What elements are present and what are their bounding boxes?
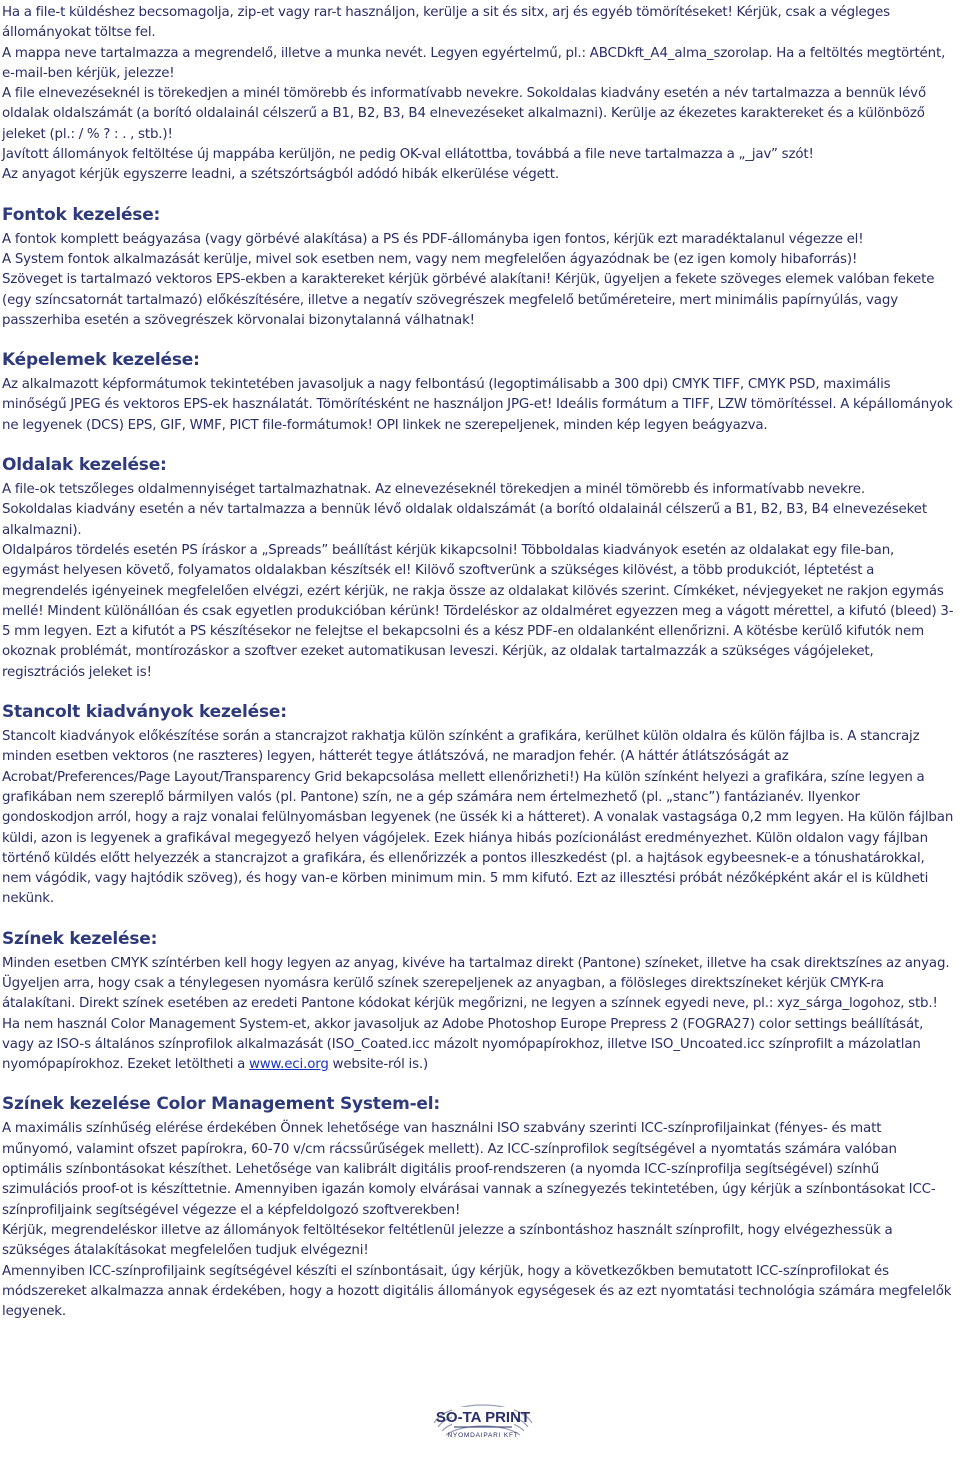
cms-hint-text-end: website-ról is.) (328, 1057, 429, 1073)
intro-paragraph: Javított állományok feltöltése új mappába kerüljön, ne pedig OK-val ellátottba, továbbá a file neve tartalmazza a „_jav” szót! (2, 147, 814, 163)
company-logo (428, 1393, 538, 1451)
section-diecut (2, 701, 954, 910)
section-paragraph: A System fontok alkalmazását kerülje, mivel sok esetben nem, vagy nem megfelelően ágyazódnak be (ez igen komoly hibaforrás)! (2, 251, 858, 267)
section-paragraph: Amennyiben ICC-színprofiljaink segítségével készíti el színbontásait, úgy kérjük, hogy a következőkben bemutatott ICC-színprofilokat és módszereket alkalmazza annak érdekében, hogy a hozott digitális állományok egységesek és az ezt nyomtatási technológia számára megfelelők legyenek. (2, 1263, 952, 1320)
section-paragraph: Oldalpáros tördelés esetén PS íráskor a „Spreads” beállítást kérjük kikapcsolni! Többoldalas kiadványok esetén az oldalakat egy file-ban, egymást helyesen követő, folyamatos oldalakban készítsék el! Kilövő szoftverünk a szükséges kilövést, a több produkciót, léptetést a megrendelés igényeinek megfelelően elvégzi, ezért kérjük, ne rakja össze az oldalakat kilövés szerint. Címkéket, névjegyeket ne rakjon egymás mellé! Mindent különállóan és csak egyetlen produkcióban kérünk! Tördeléskor az oldalméret egyezzen meg a vágott mérettel, a kifutó (bleed) 3-5 mm legyen. Ezt a kifutót a PS készítésekor ne felejtse el bekapcsolni és a kész PDF-en oldalanként ellenőrizni. A kötésbe kerülő kifutók nem okoznak problémát, montírozáskor a szoftver ezeket automatikusan leveszi. Kérjük, az oldalak tartalmazzák a szükséges vágójeleket, regisztrációs jeleket is! (2, 542, 954, 680)
section-paragraph: Az alkalmazott képformátumok tekintetében javasoljuk a nagy felbontású (legoptimálisabb a 300 dpi) CMYK TIFF, CMYK PSD, maximális minőségű JPEG és vektoros EPS-ek használatát. Tömörítésként ne használjon JPG-et! Ideális formátum a TIFF, LZW tömörítéssel. A képállományok ne legyenek (DCS) EPS, GIF, WMF, PICT file-formátumok! OPI linkek ne szerepeljenek, minden kép legyen beágyazva. (2, 377, 953, 433)
sota-print-logo-icon (428, 1393, 538, 1451)
section-images (2, 349, 954, 436)
intro-paragraph: Az anyagot kérjük egyszerre leadni, a szétszórtságból adódó hibák elkerülése végett. (2, 167, 559, 183)
section-heading: Fontok kezelése: (2, 204, 161, 225)
eci-link[interactable]: www.eci.org (248, 1057, 329, 1073)
section-colors (2, 928, 954, 1076)
section-paragraph: A maximális színhűség elérése érdekében Önnek lehetősége van használni ISO szabvány szerinti ICC-színprofiljainkat (fényes- és matt műnyomó, valamint ofszet papírokra, 60-70 v/cm rácssűrűségek mellett). Az ICC-színprofilok segítségével a nyomtatás számára valóban optimális színbontásokat készíthet. Lehetősége van kalibrált digitális proof-rendszeren (a nyomda ICC-színprofilja segítségével) színhű szimulációs proof-ot is készíttetnie. Amennyiben igazán komoly elvárásai vannak a színegyezés tekintetében, úgy kérjük a színbontásokat ICC-színprofiljaink segítségével végezze el a képfeldolgozó szoftverekben! (2, 1121, 936, 1218)
cms-hint-text: Ha nem használ Color Management System-et, akkor javasoljuk az Adobe Photoshop Europe Prepress 2 (FOGRA27) color settings beállítását, vagy az ISO-s általános színprofilok alkalmazását (ISO_Coated.icc mázolt nyomópapírokhoz, illetve ISO_Uncoated.icc színprofilt a mázolatlan nyomópapírokhoz. Ezeket letöltheti a (2, 1016, 924, 1073)
section-paragraph-cms-hint (2, 1015, 954, 1076)
document-page (2, 3, 954, 1322)
intro-paragraph: A file elnevezéseknél is törekedjen a minél tömörebb és informatívabb nevekre. Sokoldalas kiadvány esetén a név tartalmazza a bennük lévő oldalak oldalszámát (a borító oldalainál célszerű a B1, B2, B3, B4 elnevezéseket alkalmazni). Kerülje az ékezetes karaktereket és a különböző jeleket (pl.: / % ? : . , stb.)! (2, 86, 926, 142)
intro-paragraph: Ha a file-t küldéshez becsomagolja, zip-et vagy rar-t használjon, kerülje a sit és sitx, arj és egyéb tömörítéseket! Kérjük, csak a végleges állományokat töltse fel. (2, 5, 890, 41)
section-paragraph: Minden esetben CMYK színtérben kell hogy legyen az anyag, kivéve ha tartalmaz direkt (Pantone) színeket, illetve ha csak direktszínes az anyag. Ügyeljen arra, hogy csak a ténylegesen nyomásra kerülő színek szerepeljenek az anyagban, a fölösleges direktszíneket kérjük CMYK-ra átalakítani. Direkt színek esetében az eredeti Pantone kódokat kérjük megőrizni, ne legyen a színnek egyedi neve, pl.: xyz_sárga_logohoz, stb.! (2, 955, 950, 1012)
section-cms (2, 1093, 954, 1322)
section-paragraph: Stancolt kiadványok előkészítése során a stancrajzot rakhatja külön színként a grafikára, kerülhet külön oldalra és külön fájlba is. A stancrajz minden esetben vektoros (ne raszteres) legyen, hátterét tegye átlátszóvá, ne maradjon fehér. (A háttér átlátszóságát az Acrobat/Preferences/Page Layout/Transparency Grid bekapcsolása mellett ellenőrizheti!) Ha külön színként helyezi a grafikára, színe legyen a grafikában nem szereplő bármilyen valós (pl. Pantone) szín, ne a gép számára nem értelmezhető (pl. „stanc”) fantázianév. Ilyenkor gondoskodjon arról, hogy a rajz vonalai felülnyomásban legyenek (ne üssék ki a hátteret). A vonalak vastagsága 0,2 mm legyen. Ha külön fájlban küldi, azon is legyenek a grafikával megegyező helyen vágójelek. Ezek hiánya hibás pozícionálást eredményezhet. Külön oldalon vagy fájlban történő küldés előtt helyezzék a stancrajzot a grafikára, és ellenőrizzék a pontos illeszkedést (pl. a hajtások egybeesnek-e a tónushatárokkal, nem vágódik, vagy hajtódik szöveg), és hogy van-e körben minimum min. 5 mm kifutó. Ezt az illesztési próbát nézőképként akár el is küldheti nekünk. (2, 729, 954, 907)
section-paragraph: A fontok komplett beágyazása (vagy görbévé alakítása) a PS és PDF-állományba igen fontos, kérjük ezt maradéktalanul végezze el! (2, 231, 864, 247)
section-heading: Képelemek kezelése: (2, 350, 200, 371)
intro-paragraph: A mappa neve tartalmazza a megrendelő, illetve a munka nevét. Legyen egyértelmű, pl.: ABCDkft_A4_alma_szorolap. Ha a feltöltés megtörtént, e-mail-ben kérjük, jelezze! (2, 45, 946, 81)
section-heading: Színek kezelése: (2, 928, 158, 949)
svg-text:SO-TA PRINT: SO-TA PRINT (435, 1409, 531, 1426)
section-paragraph: A file-ok tetszőleges oldalmennyiséget tartalmazhatnak. Az elnevezéseknél törekedjen a minél tömörebb és informatívabb nevekre. (2, 482, 865, 498)
section-paragraph: Szöveget is tartalmazó vektoros EPS-ekben a karaktereket kérjük görbévé alakítani! Kérjük, ügyeljen a fekete szöveges elemek valóban fekete (egy színcsatornát tartalmazó) előkészítésére, illetve a negatív szövegrészek megfelelő betűméreteire, mert minimális papírnyúlás, vagy passzerhiba esetén a szövegrészek körvonalai bizonytalanná válhatnak! (2, 272, 935, 328)
section-heading: Stancolt kiadványok kezelése: (2, 702, 287, 723)
section-heading: Oldalak kezelése: (2, 455, 167, 476)
intro-block (2, 3, 954, 186)
section-pages (2, 454, 954, 683)
section-paragraph: Sokoldalas kiadvány esetén a név tartalmazza a bennük lévő oldalak oldalszámát (a borító oldalainál célszerű a B1, B2, B3, B4 elnevezéseket alkalmazni). (2, 502, 927, 538)
section-paragraph: Kérjük, megrendeléskor illetve az állományok feltöltésekor feltétlenül jelezze a színbontáshoz használt színprofilt, hogy elvégezhessük a szükséges átalakításokat megfelelően tudjuk elvégezni! (2, 1222, 893, 1259)
section-heading: Színek kezelése Color Management System-el: (2, 1094, 440, 1115)
section-fonts (2, 204, 954, 331)
svg-text:NYOMDAIPARI KFT: NYOMDAIPARI KFT (447, 1432, 519, 1439)
